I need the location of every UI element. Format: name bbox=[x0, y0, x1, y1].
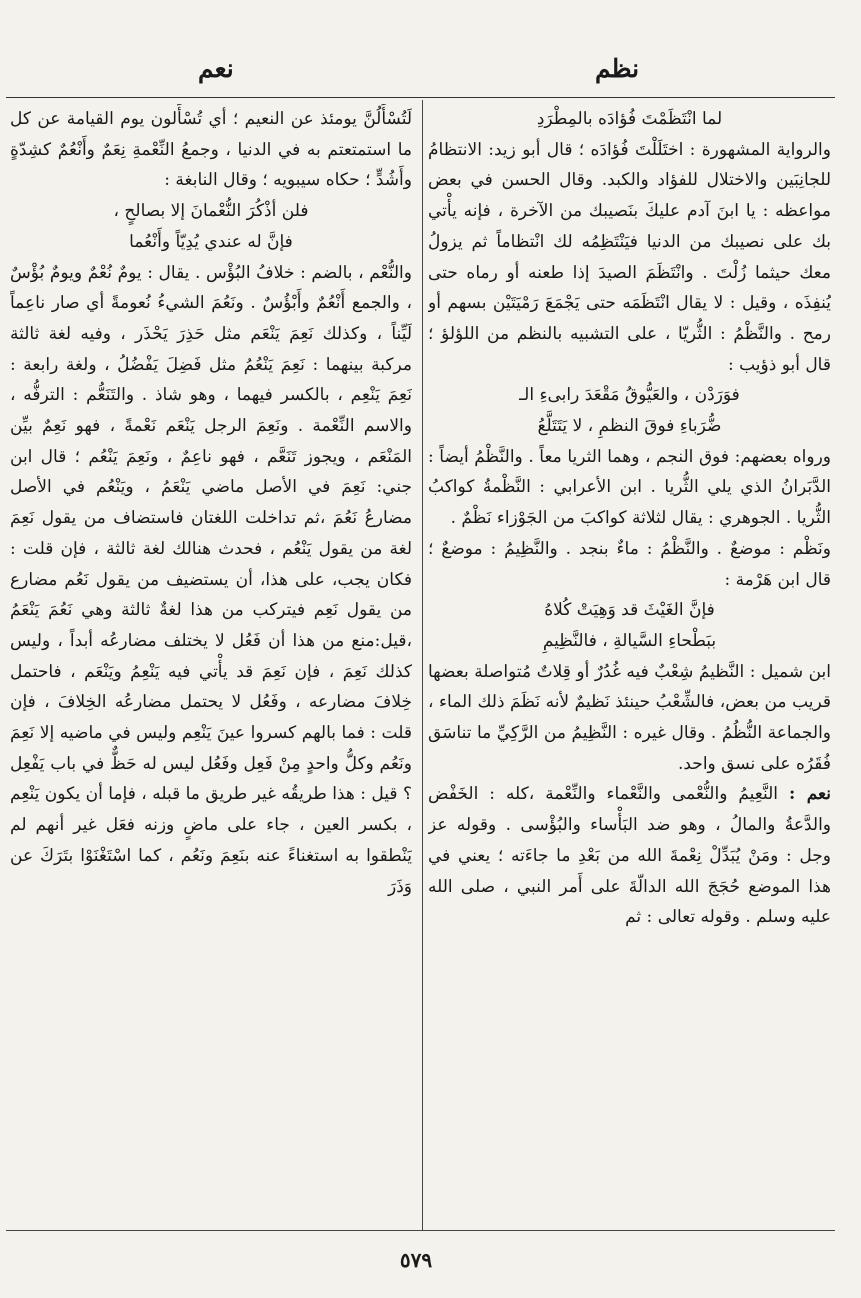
bottom-rule bbox=[6, 1230, 835, 1231]
verse-half: فإنَّ له عندي يُدِيّاً وأَنْعُما bbox=[129, 231, 293, 252]
left-column bbox=[10, 104, 412, 1226]
page-number: ٥٧٩ bbox=[399, 1248, 433, 1272]
verse-half: فإنَّ الغَيْثَ قد وَهِيَتْ كُلاهُ bbox=[544, 600, 715, 621]
running-head-right: نظم bbox=[595, 54, 640, 83]
entry-paragraph: لَتُسْأَلُنَّ يومئذ عن النعيم ؛ أي تُسْأَلون يوم القيامة عن كل ما استمتعتم به في الدنيا ، وجمعُ النِّعْمةِ نِعَمٌ وأَنْعُمٌ كشِدّةٍ وأَشُدٍّ ؛ حكاه سيبويه ؛ وقال النابغة : bbox=[10, 109, 412, 191]
verse-half: ضُّرَباءِ فوقَ النظمِ ، لا يَتَتَلَّعُ bbox=[537, 416, 722, 437]
verse-couplet bbox=[428, 595, 831, 656]
entry-headword: نعم : bbox=[789, 784, 831, 805]
verse-half: فوَرَدْن ، والعَيُّوقُ مَقْعَدَ رابىءِ الـ bbox=[519, 385, 740, 406]
entry-paragraph: ورواه بعضهم: فوق النجم ، وهما الثريا معاً . والنَّظْمُ أيضاً : الدَّبَرانُ الذي يلي الثُّريا . ابن الأعرابي : النَّظْمةُ كواكبُ الثُّريا . الجوهري : يقال لثلاثة كواكبَ من الجَوْزاء نَظْمٌ . bbox=[428, 446, 831, 529]
running-head-left: نعم bbox=[198, 54, 234, 83]
verse-couplet bbox=[10, 196, 412, 257]
entry-paragraph: ونَظْم : موضعٌ . والنَّظْمُ : ماءٌ بنجد . والنَّظِيمُ : موضعٌ ؛ قال ابن هَرْمة : bbox=[428, 538, 831, 590]
entry-text: النَّعِيمُ والنُّعْمى والنَّعْماء والنِّعْمة ،كله : الخَفْض والدَّعةُ والمالُ ، وهو ضد البَأْساء والبُؤْسى . وقوله عز وجل : ومَنْ يُبَدِّلْ نِعْمةَ الله من بَعْدِ ما جاءَته ؛ يعني في هذا الموضع حُجَجَ الله الدالّةَ على أَمر النبي ، صلى الله عليه وسلم . وقوله تعالى : ثم bbox=[428, 784, 831, 928]
verse-couplet bbox=[428, 380, 831, 441]
entry-paragraph: والرواية المشهورة : اختَلَلْتَ فُؤادَه ؛ قال أبو زيد: الانتظامُ للجانِبَين والاختلال للفؤاد والكبد. وقال الحسن في بعض مواعظه : يا ابنَ آدم عليكَ بنَصيبك من الآخرة ، فإنه يأْتي بك على نصيبك من الدنيا فيَنْتَظِمُه لك انْتظاماً ثم يزولُ معك حيثما زُلْتَ . وانْتَظَمَ الصيدَ إذا طعنه أو رماه حتى يُنفِذَه ، وقيل : لا يقال انْتَظَمَه حتى يَجْمَعَ رَمْيَتَيْن بسهم أو رمح . والنَّظْمُ : الثُّريّا ، على التشبيه بالنظم من اللؤلؤ ؛ قال أبو ذؤيب : bbox=[428, 139, 831, 375]
top-rule bbox=[6, 97, 835, 98]
right-column bbox=[428, 104, 831, 1226]
verse-line bbox=[428, 104, 831, 135]
entry-paragraph: والنُّعْم ، بالضم : خلافُ البُؤْس . يقال : يومٌ نُعْمٌ ويومٌ بُؤْسٌ ، والجمع أَنْعُمٌ وأَبْؤُسٌ . ونَعُمَ الشيءُ نُعومةً أي صار ناعِماً لَيِّناً ، وكذلك نَعِمَ يَنْعَم مثل حَذِرَ يَحْذَر ، وفيه لغة ثالثة مركبة بينهما : نَعِمَ يَنْعُمُ مثل فَضِلَ يَفْضُلُ ، ولغة رابعة : نَعِمَ يَنْعِم ، بالكسر فيهما ، وهو شاذ . والتَنَعُّم : الترفُّه ، والاسم النِّعْمة . ونَعِمَ الرجل يَنْعَم نَعْمةً ، فهو نَعِمٌ بيِّن المَنْعَم ، ويجوز تَنَعَّم ، فهو ناعِمٌ ، ونَعِمَ يَنْعُم ؛ قال ابن جني: نَعِمَ في الأصل ماضي يَنْعَمُ ، ويَنْعُم في الأصل مضارعُ نَعُمَ ،ثم تداخلت اللغتان فاستضاف من يقول نَعِمَ لغة من يقول يَنْعُم ، فحدث هنالك لغة ثالثة ، فإن قلت : فكان يجب، على هذا، أن يستضيف من يقول نَعُم مضارع من يقول نَعِم فيتركب من هذا لغةٌ ثالثة وهي نَعُمَ يَنْعَمُ ،قيل:منع من هذا أن فَعُل لا يختلف مضارعُه أبداً ، وليس كذلك نَعِمَ ، فإن نَعِمَ قد يأْتي فيه يَنْعِمُ ويَنْعَم ، فاحتمل خِلافَ مضارعه ، وفَعُل لا يحتمل مضارعُه الخِلافَ ، فإن قلت : فما بالهم كسروا عينَ يَنْعِم وليس في ماضيه إلا نَعِمَ ونَعُم وكلُّ واحدٍ مِنْ فَعِل وفَعُل ليس له حَظٌّ في باب يَفْعِل ؟ قيل : هذا طريقُه غير طريق ما قبله ، فإما أن يكون يَنْعِم ، بكسر العين ، جاء على ماضٍ وزنه فعَل غير أنهم لم يَنْطقوا به استغناءً عنه بنَعِمَ ونَعُم ، كما اسْتَغْنَوْا بتَرَكَ عن وَذَرَ bbox=[10, 262, 412, 897]
verse-half: ببَطْحاءِ السَّيالةِ ، فالنَّظِيمِ bbox=[542, 630, 717, 651]
verse-half: فلن أذْكُرَ النُّعْمانَ إلا بصالحٍ ، bbox=[113, 201, 309, 222]
verse-half: لما انْتَظَمْتَ فُؤادَه بالمِطْرَدِ bbox=[536, 109, 723, 129]
entry-paragraph: ابن شميل : النَّظيمُ شِعْبٌ فيه غُدُرٌ أو قِلاتٌ مُتواصلة بعضها قريب من بعض، فالشِّعْبُ حينئذ نَظيمٌ لأنه نَظَمَ ذلك الماء ، والجماعة النُّظُمُ . وقال غيره : النَّظِيمُ من الرَّكِيِّ ما تناسَق فُقَرُه على نسق واحد. bbox=[428, 661, 831, 774]
entry-paragraph bbox=[428, 779, 831, 933]
column-divider bbox=[422, 100, 423, 1230]
